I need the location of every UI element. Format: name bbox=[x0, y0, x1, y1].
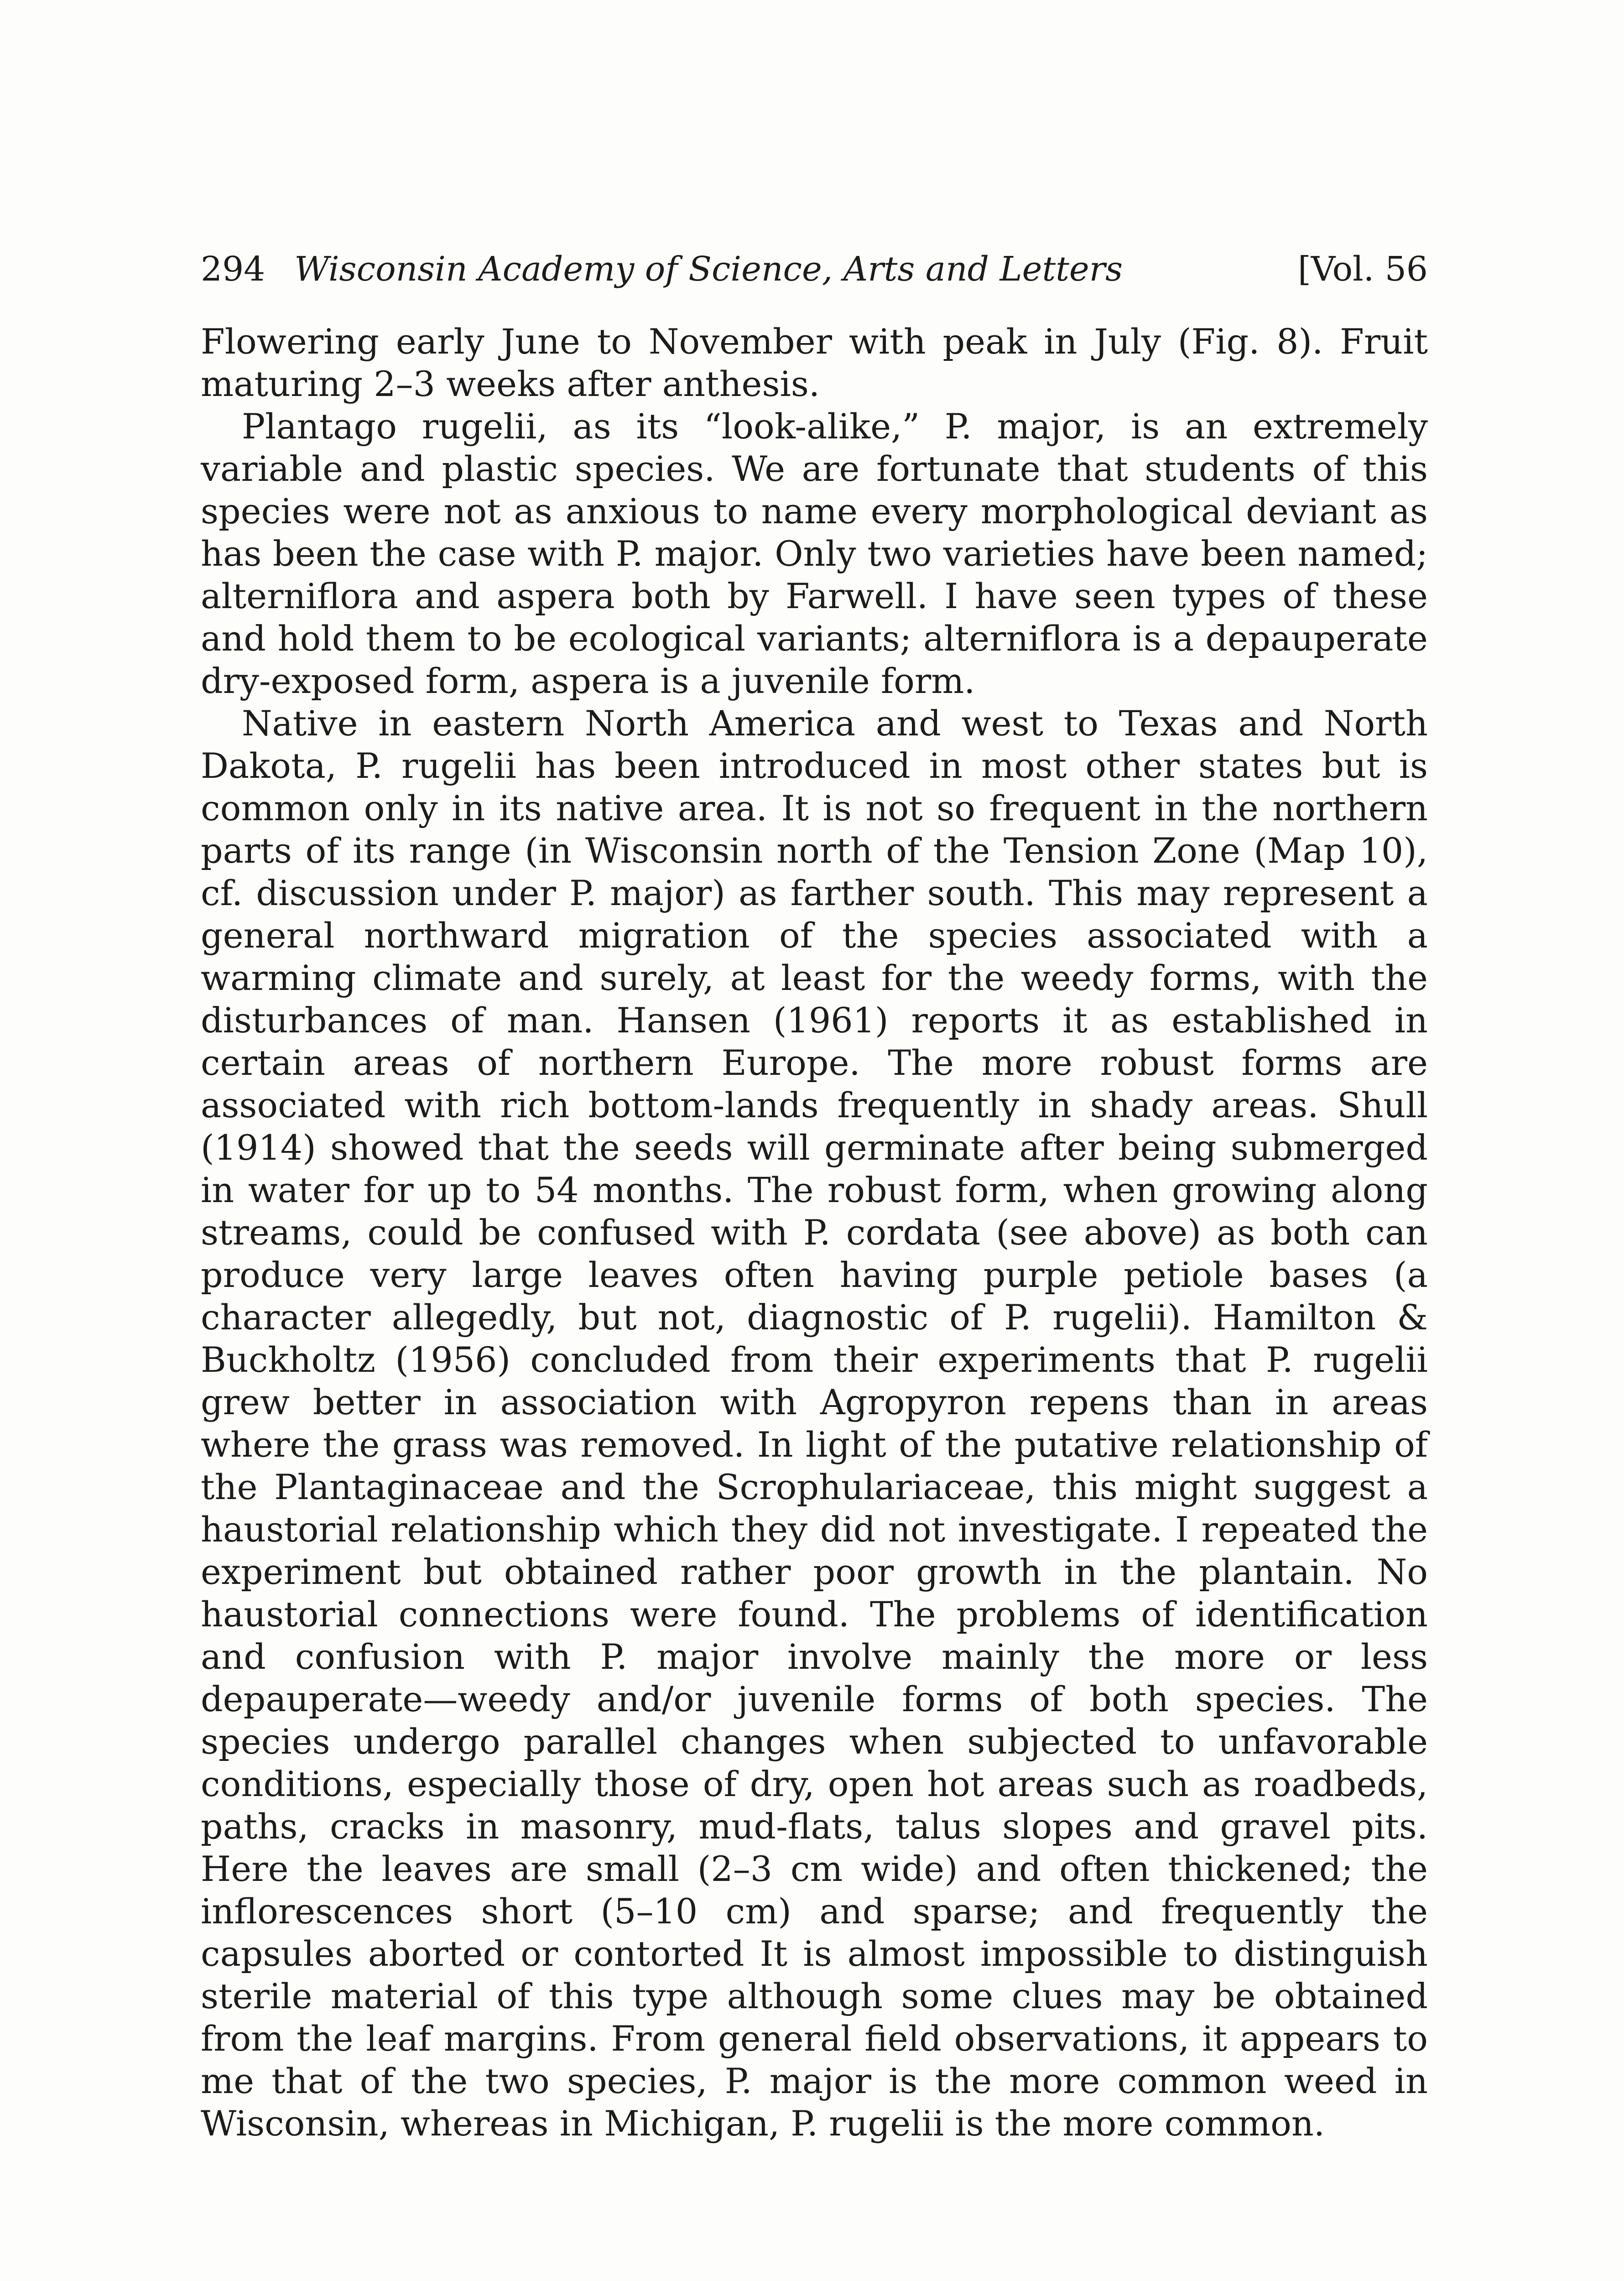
running-head bbox=[201, 246, 1428, 292]
volume-label: [Vol. 56 bbox=[1298, 250, 1428, 289]
text-block bbox=[201, 246, 1428, 2145]
paragraph-distribution: Native in eastern North America and west to Texas and North Dakota, P. rugelii has been introduced in most other states but is common only in its native area. It is not so frequent in the northern parts of its range (in Wisconsin north of the Tension Zone (Map 10), cf. discussion under P. major) as farther south. This may represent a general northward migration of the species associated with a warming climate and surely, at least for the weedy forms, with the disturbances of man. Hansen (1961) reports it as established in certain areas of northern Europe. The more robust forms are associated with rich bottom-lands frequently in shady areas. Shull (1914) showed that the seeds will germinate after being submerged in water for up to 54 months. The robust form, when growing along streams, could be confused with P. cordata (see above) as both can produce very large leaves often having purple petiole bases (a character allegedly, but not, diagnostic of P. rugelii). Hamilton & Buckholtz (1956) concluded from their experiments that P. rugelii grew better in association with Agropyron repens than in areas where the grass was removed. In light of the putative relationship of the Plantaginaceae and the Scrophulariaceae, this might suggest a haustorial relationship which they did not investigate. I repeated the experiment but obtained rather poor growth in the plantain. No haustorial connections were found. The problems of identification and confusion with P. major involve mainly the more or less depauperate—weedy and/or juvenile forms of both species. The species undergo parallel changes when subjected to unfavorable conditions, especially those of dry, open hot areas such as roadbeds, paths, cracks in masonry, mud-flats, talus slopes and gravel pits. Here the leaves are small (2–3 cm wide) and often thickened; the inflorescences short (5–10 cm) and sparse; and frequently the capsules aborted or contorted It is almost impossible to distinguish sterile material of this type although some clues may be obtained from the leaf margins. From general field observations, it appears to me that of the two species, P. major is the more common weed in Wisconsin, whereas in Michigan, P. rugelii is the more common. bbox=[201, 703, 1428, 2144]
paragraph-variability: Plantago rugelii, as its “look-alike,” P. major, is an extremely variable and plastic species. We are fortunate that students of this species were not as anxious to name every morphological deviant as has been the case with P. major. Only two varieties have been named; alterniflora and aspera both by Farwell. I have seen types of these and hold them to be ecological variants; alterniflora is a depauperate dry-exposed form, aspera is a juvenile form. bbox=[201, 406, 1428, 701]
page-number: 294 bbox=[201, 250, 265, 289]
journal-title: Wisconsin Academy of Science, Arts and Letters bbox=[294, 250, 1123, 289]
paragraph-flowering: Flowering early June to November with peak in July (Fig. 8). Fruit maturing 2–3 weeks after anthesis. bbox=[201, 321, 1428, 404]
